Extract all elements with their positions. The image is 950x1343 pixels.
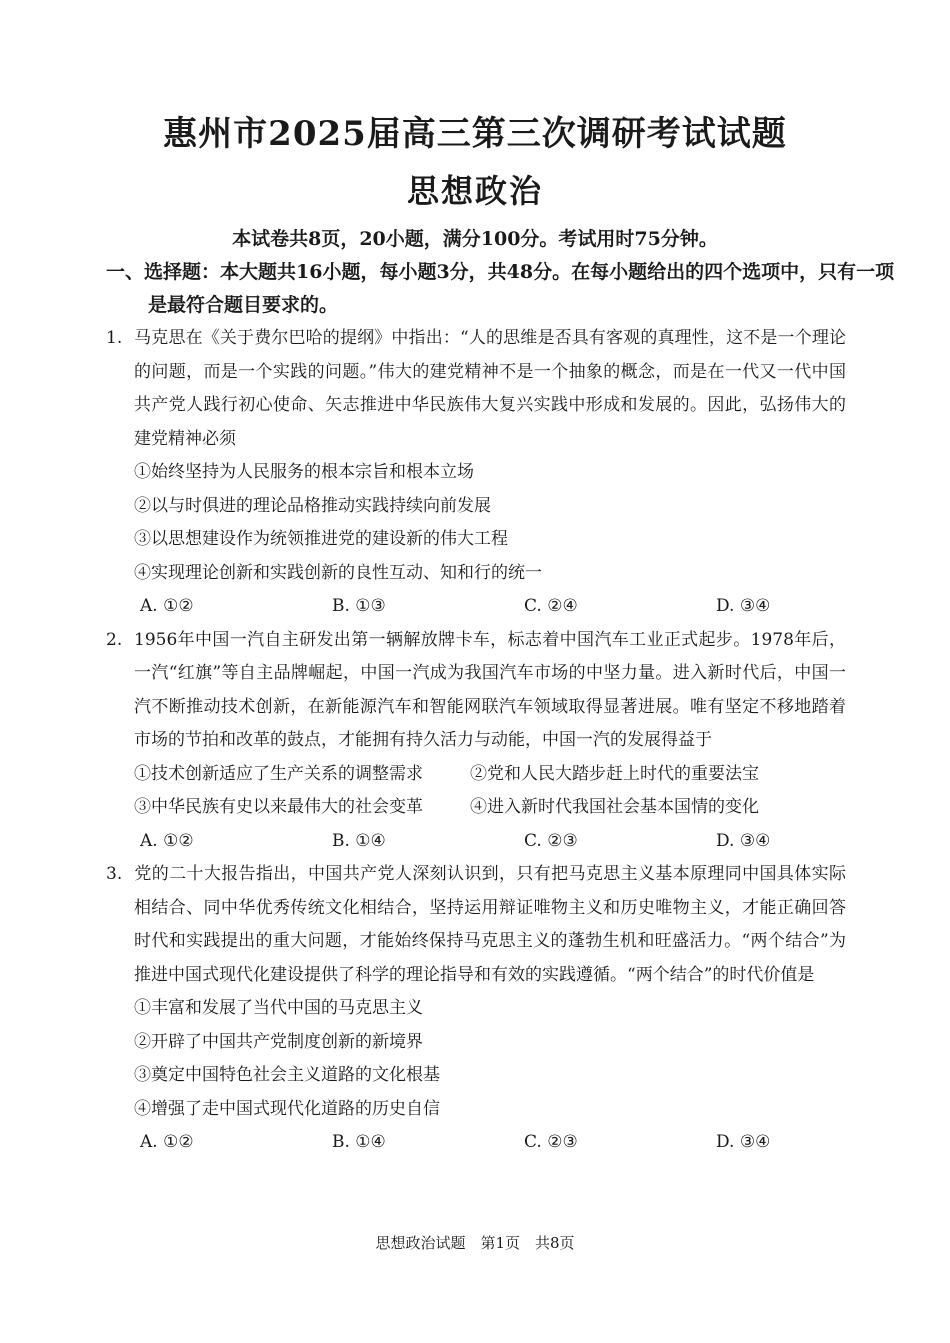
statement-option-row [106,758,846,792]
answer-choices [106,1126,846,1160]
statement-option: ①始终坚持为人民服务的根本宗旨和根本立场 [134,462,474,482]
statement-option-row [106,791,846,825]
answer-choices [106,590,846,624]
page-footer: 思想政治试题 第1页 共8页 [375,1234,575,1252]
exam-subject: 思想政治 [406,172,543,210]
statement-option: ②开辟了中国共产党制度创新的新境界 [134,1031,423,1052]
section-heading: 一、选择题：本大题共16小题，每小题3分，共48分。在每小题给出的四个选项中，只有一项是最符合题目要求的。 [106,261,895,316]
statement-option: ③中华民族有史以来最伟大的社会变革 [134,797,423,817]
question-number: 3. [106,864,123,884]
question-text: 1956年中国一汽自主研发出第一辆解放牌卡车，标志着中国汽车工业正式起步。1978年后，一汽“红旗”等自主品牌崛起，中国一汽成为我国汽车市场的中坚力量。进入新时代后，中国一汽不断推动技术创新，在新能源汽车和智能网联汽车领域取得显著进展。唯有坚定不移地踏着市场的节拍和改革的鼓点，才能拥有持久活力与动能，中国一汽的发展得益于 [134,629,846,750]
statement-option: ④增强了走中国式现代化道路的历史自信 [134,1098,440,1119]
answer-choice-a: A. ①② [140,1132,194,1152]
answer-choice-b: B. ①③ [332,596,386,616]
question-list [106,322,846,1160]
statement-option: ④实现理论创新和实践创新的良性互动、知和行的统一 [134,562,542,583]
answer-choice-d: D. ③④ [716,830,771,851]
question-stem [106,858,846,992]
question-text: 党的二十大报告指出，中国共产党人深刻认识到，只有把马克思主义基本原理同中国具体实际相结合、同中华优秀传统文化相结合，坚持运用辩证唯物主义和历史唯物主义，才能正确回答时代和实践提出的重大问题，才能始终保持马克思主义的蓬勃生机和旺盛活力。“两个结合”为推进中国式现代化建设提供了科学的理论指导和有效的实践遵循。“两个结合”的时代价值是 [134,864,846,985]
answer-choice-c: C. ②③ [524,1132,578,1152]
answer-choice-c: C. ②④ [524,596,578,616]
answer-choice-c: C. ②③ [524,830,578,851]
question-2 [106,624,846,859]
question-text: 马克思在《关于费尔巴哈的提纲》中指出：“人的思维是否具有客观的真理性，这不是一个理论的问题，而是一个实践的问题。”伟大的建党精神不是一个抽象的概念，而是在一代又一代中国共产党人践行初心使命、矢志推进中华民族伟大复兴实践中形成和发展的。因此，弘扬伟大的建党精神必须 [134,328,846,449]
question-stem [106,322,846,456]
statement-option: ②以与时俱进的理论品格推动实践持续向前发展 [134,495,491,516]
answer-choice-b: B. ①④ [332,1132,386,1152]
exam-title: 惠州市2025届高三第三次调研考试试题 [163,114,787,154]
question-stem [106,624,846,758]
answer-choice-b: B. ①④ [332,830,386,851]
answer-choice-d: D. ③④ [716,1132,771,1152]
exam-info: 本试卷共8页，20小题，满分100分。考试用时75分钟。 [232,228,718,250]
statement-option: ①丰富和发展了当代中国的马克思主义 [134,998,423,1018]
answer-choice-d: D. ③④ [716,596,771,616]
answer-choices [106,825,846,859]
statement-option: ③以思想建设作为统领推进党的建设新的伟大工程 [134,529,508,549]
statement-option: ①技术创新适应了生产关系的调整需求 [134,763,423,784]
question-3 [106,858,846,1160]
question-1 [106,322,846,624]
question-number: 1. [106,328,123,348]
statement-option: ④进入新时代我国社会基本国情的变化 [470,797,759,817]
statement-option: ③奠定中国特色社会主义道路的文化根基 [134,1065,440,1085]
question-number: 2. [106,629,123,650]
statement-option: ②党和人民大踏步赶上时代的重要法宝 [470,763,759,784]
answer-choice-a: A. ①② [140,596,194,616]
answer-choice-a: A. ①② [140,830,194,851]
